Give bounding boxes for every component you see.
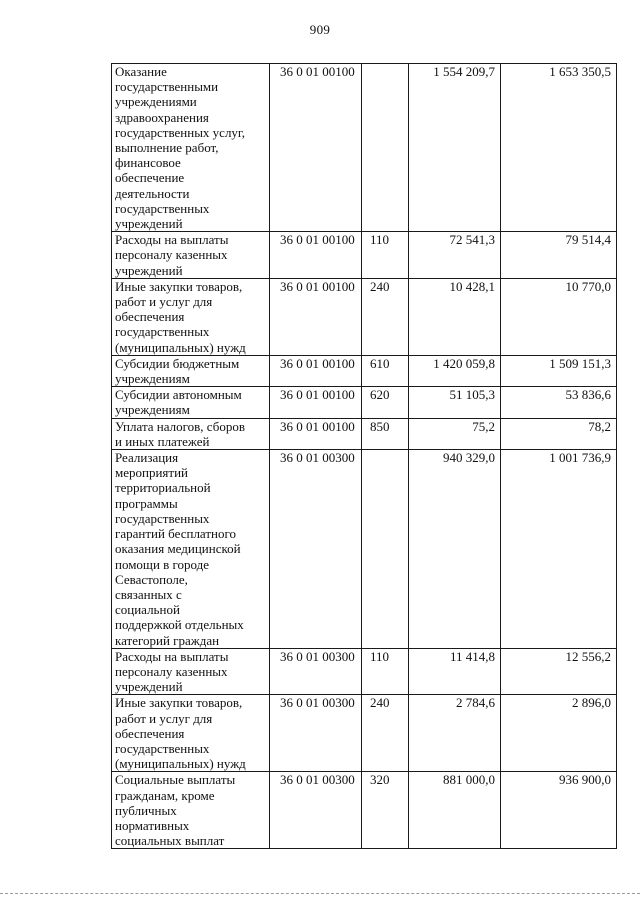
expense-name-line: Иные закупки товаров,	[115, 278, 243, 294]
expense-name-line: категорий граждан	[115, 632, 220, 648]
amount-year1-cell: 72 541,3	[409, 232, 501, 279]
expense-name-line: оказания медицинской	[115, 541, 241, 557]
expense-name-cell	[112, 450, 270, 649]
expense-name-line: (муниципальных) нужд	[115, 756, 246, 772]
expense-name-line: Субсидии бюджетным	[115, 355, 240, 371]
table-row	[112, 695, 617, 772]
amount-year1-cell: 1 420 059,8	[409, 355, 501, 386]
amount-year2-cell: 78,2	[501, 418, 617, 449]
amount-year1-cell: 881 000,0	[409, 772, 501, 849]
target-article-code-cell: 36 0 01 00300	[270, 772, 362, 849]
expense-name-line: работ и услуг для	[115, 294, 213, 310]
expense-name-line: обеспечения	[115, 725, 185, 741]
table-row	[112, 387, 617, 418]
expense-name-line: учреждений	[115, 216, 183, 232]
target-article-code-cell: 36 0 01 00100	[270, 232, 362, 279]
expense-name-line: здравоохранения	[115, 109, 209, 125]
expense-name-line: учреждений	[115, 262, 183, 278]
table-row	[112, 450, 617, 649]
expense-name-line: связанных с	[115, 586, 182, 602]
expense-type-code-cell: 850	[362, 418, 409, 449]
expense-name-cell	[112, 278, 270, 355]
expense-name-cell	[112, 355, 270, 386]
amount-year2-cell: 2 896,0	[501, 695, 617, 772]
target-article-code-cell: 36 0 01 00300	[270, 695, 362, 772]
budget-table	[111, 63, 617, 849]
table-row	[112, 232, 617, 279]
amount-year1-cell: 2 784,6	[409, 695, 501, 772]
expense-name-line: государственных	[115, 740, 210, 756]
expense-name-cell	[112, 387, 270, 418]
table-row	[112, 418, 617, 449]
amount-year2-cell: 53 836,6	[501, 387, 617, 418]
expense-name-line: учреждениями	[115, 94, 197, 110]
expense-name-line: Уплата налогов, сборов	[115, 418, 245, 434]
expense-name-line: учреждениям	[115, 402, 190, 418]
target-article-code-cell: 36 0 01 00100	[270, 418, 362, 449]
target-article-code-cell: 36 0 01 00100	[270, 387, 362, 418]
expense-name-line: Социальные выплаты	[115, 772, 236, 788]
amount-year2-cell: 1 653 350,5	[501, 64, 617, 232]
amount-year1-cell: 11 414,8	[409, 648, 501, 695]
expense-name-line: публичных	[115, 802, 177, 818]
expense-name-line: (муниципальных) нужд	[115, 339, 246, 355]
expense-name-line: учреждениям	[115, 371, 190, 387]
expense-type-code-cell: 240	[362, 278, 409, 355]
expense-name-cell	[112, 232, 270, 279]
expense-name-line: государственными	[115, 79, 219, 95]
expense-name-line: Оказание	[115, 64, 167, 79]
amount-year2-cell: 10 770,0	[501, 278, 617, 355]
amount-year1-cell: 1 554 209,7	[409, 64, 501, 232]
expense-name-line: социальных выплат	[115, 833, 225, 849]
expense-name-line: учреждений	[115, 679, 183, 695]
expense-name-line: Расходы на выплаты	[115, 648, 229, 664]
target-article-code-cell: 36 0 01 00300	[270, 648, 362, 695]
expense-name-line: территориальной	[115, 480, 211, 496]
expense-name-line: государственных	[115, 200, 210, 216]
amount-year1-cell: 75,2	[409, 418, 501, 449]
expense-name-line: выполнение работ,	[115, 140, 219, 156]
expense-name-line: обеспечения	[115, 309, 185, 325]
expense-type-code-cell: 320	[362, 772, 409, 849]
expense-name-cell	[112, 64, 270, 232]
amount-year2-cell: 79 514,4	[501, 232, 617, 279]
amount-year1-cell: 940 329,0	[409, 450, 501, 649]
expense-name-line: финансовое	[115, 155, 181, 171]
amount-year2-cell: 936 900,0	[501, 772, 617, 849]
table-row	[112, 278, 617, 355]
page-bottom-rule	[0, 893, 640, 894]
expense-type-code-cell: 620	[362, 387, 409, 418]
expense-name-line: государственных	[115, 324, 210, 340]
expense-name-line: гарантий бесплатного	[115, 526, 237, 542]
expense-name-cell	[112, 418, 270, 449]
amount-year2-cell: 1 509 151,3	[501, 355, 617, 386]
expense-type-code-cell	[362, 450, 409, 649]
expense-name-line: работ и услуг для	[115, 710, 213, 726]
expense-name-cell	[112, 695, 270, 772]
expense-type-code-cell: 110	[362, 648, 409, 695]
target-article-code-cell: 36 0 01 00100	[270, 278, 362, 355]
expense-name-line: Иные закупки товаров,	[115, 695, 243, 711]
table-row	[112, 64, 617, 232]
expense-name-line: деятельности	[115, 185, 190, 201]
expense-name-line: Реализация	[115, 450, 179, 466]
expense-name-line: персоналу казенных	[115, 247, 228, 263]
page-number: 909	[309, 22, 331, 37]
expense-name-line: Севастополе,	[115, 571, 188, 587]
expense-type-code-cell: 610	[362, 355, 409, 386]
target-article-code-cell: 36 0 01 00100	[270, 355, 362, 386]
expense-type-code-cell: 110	[362, 232, 409, 279]
table-row	[112, 355, 617, 386]
expense-name-line: Субсидии автономным	[115, 387, 242, 403]
expense-type-code-cell: 240	[362, 695, 409, 772]
expense-type-code-cell	[362, 64, 409, 232]
table-row	[112, 648, 617, 695]
expense-name-line: гражданам, кроме	[115, 787, 215, 803]
expense-name-line: персоналу казенных	[115, 663, 228, 679]
expense-name-line: и иных платежей	[115, 433, 210, 449]
expense-name-line: нормативных	[115, 817, 190, 833]
expense-name-line: Расходы на выплаты	[115, 232, 229, 248]
expense-name-line: мероприятий	[115, 465, 188, 481]
expense-name-cell	[112, 772, 270, 849]
amount-year2-cell: 1 001 736,9	[501, 450, 617, 649]
target-article-code-cell: 36 0 01 00300	[270, 450, 362, 649]
amount-year1-cell: 10 428,1	[409, 278, 501, 355]
expense-name-line: обеспечение	[115, 170, 185, 186]
table-row	[112, 772, 617, 849]
target-article-code-cell: 36 0 01 00100	[270, 64, 362, 232]
amount-year1-cell: 51 105,3	[409, 387, 501, 418]
table-body	[112, 64, 617, 849]
expense-name-line: государственных	[115, 510, 210, 526]
expense-name-cell	[112, 648, 270, 695]
expense-name-line: помощи в городе	[115, 556, 210, 572]
expense-name-line: государственных услуг,	[115, 124, 246, 140]
amount-year2-cell: 12 556,2	[501, 648, 617, 695]
expense-name-line: социальной	[115, 602, 180, 618]
expense-name-line: поддержкой отдельных	[115, 617, 244, 633]
expense-name-line: программы	[115, 495, 178, 511]
